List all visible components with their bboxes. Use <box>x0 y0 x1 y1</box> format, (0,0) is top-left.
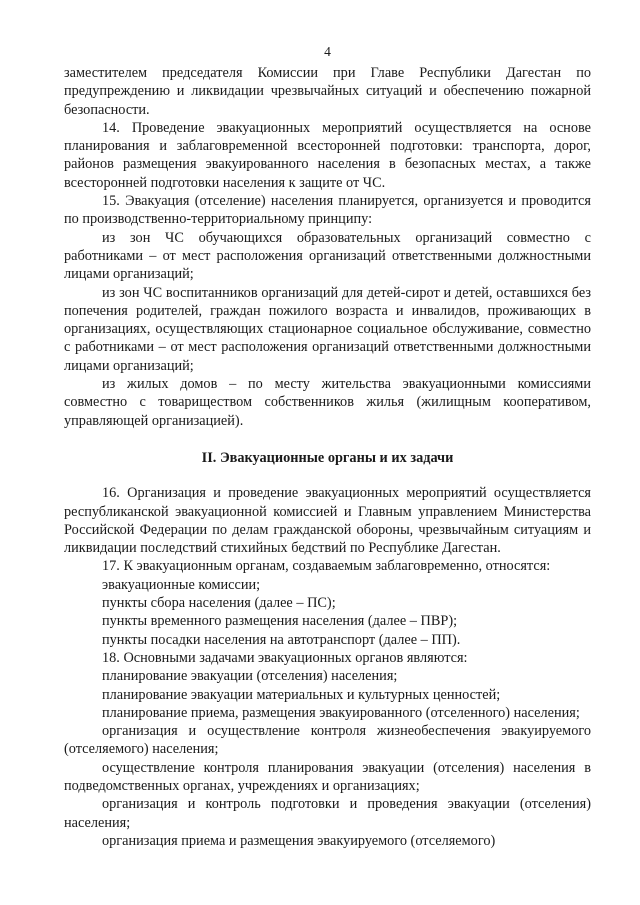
paragraph: организация и контроль подготовки и проведения эвакуации (отселения) населения; <box>64 796 591 831</box>
paragraph: 16. Организация и проведение эвакуационных мероприятий осуществляется республиканской эвакуационной комиссией и Главным управлением Министерства Российской Федерации по делам гражданской обороны, чрезвычайным ситуациям и ликвидации последствий стихийных бедствий по Республике Дагестан. <box>64 485 591 557</box>
document-body <box>64 64 591 850</box>
paragraph: пункты посадки населения на автотранспорт (далее – ПП). <box>102 631 461 648</box>
paragraphs-after-heading <box>64 484 591 850</box>
document-page <box>64 0 591 905</box>
paragraph: 14. Проведение эвакуационных мероприятий осуществляется на основе планирования и заблаговременной всесторонней подготовки: транспорта, дорог, районов размещения эвакуированного населения в безопасных местах, а также всесторонней подготовки населения к защите от ЧС. <box>64 119 591 191</box>
page-number: 4 <box>324 44 331 59</box>
paragraph: заместителем председателя Комиссии при Главе Республики Дагестан по предупреждению и ликвидации чрезвычайных ситуаций и обеспечению пожарной безопасности. <box>64 65 591 118</box>
paragraph: планирование эвакуации материальных и культурных ценностей; <box>102 686 501 703</box>
section-heading: II. Эвакуационные органы и их задачи <box>201 449 454 466</box>
paragraph: пункты сбора населения (далее – ПС); <box>102 595 336 612</box>
paragraph: 17. К эвакуационным органам, создаваемым заблаговременно, относятся: <box>102 558 551 575</box>
paragraph: 15. Эвакуация (отселение) населения планируется, организуется и проводится по производственно-территориальному принципу: <box>64 193 591 228</box>
paragraph: 18. Основными задачами эвакуационных органов являются: <box>102 649 468 666</box>
paragraphs-before-heading <box>64 64 591 430</box>
paragraph: планирование приема, размещения эвакуированного (отселенного) населения; <box>102 704 580 721</box>
paragraph: эвакуационные комиссии; <box>102 576 261 593</box>
paragraph: из жилых домов – по месту жительства эвакуационными комиссиями совместно с товариществом собственников жилья (жилищным кооперативом, управляющей организацией). <box>64 376 591 429</box>
paragraph: планирование эвакуации (отселения) населения; <box>102 668 398 685</box>
paragraph: из зон ЧС обучающихся образовательных организаций совместно с работниками – от мест расположения организаций ответственными должностными лицами организаций; <box>64 229 591 283</box>
paragraph: осуществление контроля планирования эвакуации (отселения) населения в подведомственных органах, учреждениях и организациях; <box>64 759 591 794</box>
paragraph: пункты временного размещения населения (далее – ПВР); <box>102 613 458 630</box>
paragraph: организация и осуществление контроля жизнеобеспечения эвакуируемого (отселяемого) населения; <box>64 723 591 758</box>
paragraph: организация приема и размещения эвакуируемого (отселяемого) <box>102 832 496 849</box>
paragraph: из зон ЧС воспитанников организаций для детей-сирот и детей, оставшихся без попечения родителей, граждан пожилого возраста и инвалидов, проживающих в организациях, осуществляющих стационарное социальное обслуживание, совместно с работниками – от мест расположения организаций ответственными должностными лицами организаций; <box>64 284 591 374</box>
